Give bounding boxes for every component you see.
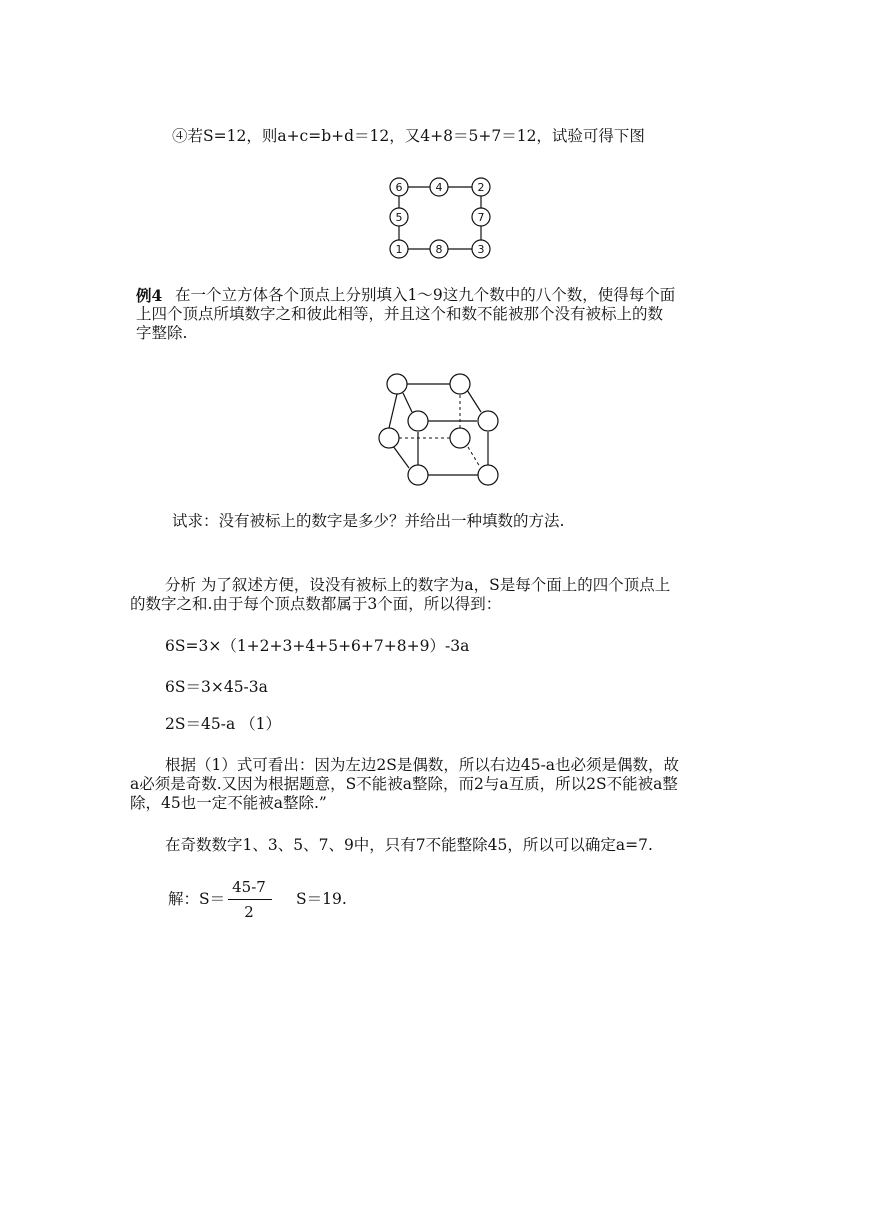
node-label: 6 (395, 181, 403, 194)
cube-diagram (375, 368, 510, 490)
reason-line: 除，45也一定不能被a整除.” (130, 794, 327, 812)
cube-vertex (408, 411, 428, 431)
fraction-numerator: 45-7 (232, 878, 266, 896)
cube-vertex (408, 465, 428, 485)
example-text-line: 字整除. (136, 324, 188, 342)
solution-result: S＝19. (296, 890, 347, 908)
cube-vertex (450, 428, 470, 448)
square-diagram (385, 174, 495, 260)
node-label: 5 (395, 211, 403, 224)
node-label: 4 (435, 181, 443, 194)
example-text-line: 上四个顶点所填数字之和彼此相等，并且这个和数不能被那个没有被标上的数 (136, 305, 664, 323)
question-text: 试求：没有被标上的数字是多少？并给出一种填数的方法. (172, 512, 565, 530)
node-label: 3 (477, 243, 485, 256)
equation: 2S＝45-a （1） (165, 715, 281, 733)
cube-vertex (478, 465, 498, 485)
case4-text: ④若S=12，则a+c=b+d＝12，又4+8＝5+7＝12，试验可得下图 (172, 127, 645, 145)
cube-vertex (387, 374, 407, 394)
cube-vertex (379, 428, 399, 448)
solution-prefix: 解：S＝ (168, 890, 226, 908)
analysis-line: 的数字之和.由于每个顶点数都属于3个面，所以得到： (130, 595, 502, 613)
node-label: 1 (395, 243, 403, 256)
example-text-line: 在一个立方体各个顶点上分别填入1～9这九个数中的八个数，使得每个面 (175, 286, 676, 304)
cube-vertex (450, 374, 470, 394)
fraction-denominator: 2 (244, 903, 254, 921)
node-label: 2 (477, 181, 485, 194)
example-label: 例4 (136, 286, 163, 305)
equation: 6S=3×（1+2+3+4+5+6+7+8+9）-3a (165, 637, 470, 655)
odd-digits-line: 在奇数数字1、3、5、7、9中，只有7不能整除45，所以可以确定a=7. (165, 836, 653, 854)
equation: 6S＝3×45-3a (165, 678, 268, 696)
fraction-bar (228, 899, 272, 900)
reason-line: a必须是奇数.又因为根据题意，S不能被a整除，而2与a互质，所以2S不能被a整 (130, 775, 678, 793)
node-label: 8 (435, 243, 443, 256)
analysis-line: 分析 为了叙述方便，设没有被标上的数字为a，S是每个面上的四个顶点上 (165, 576, 671, 594)
cube-vertex (478, 411, 498, 431)
node-label: 7 (477, 211, 485, 224)
reason-line: 根据（1）式可看出：因为左边2S是偶数，所以右边45-a也必须是偶数，故 (165, 756, 680, 774)
